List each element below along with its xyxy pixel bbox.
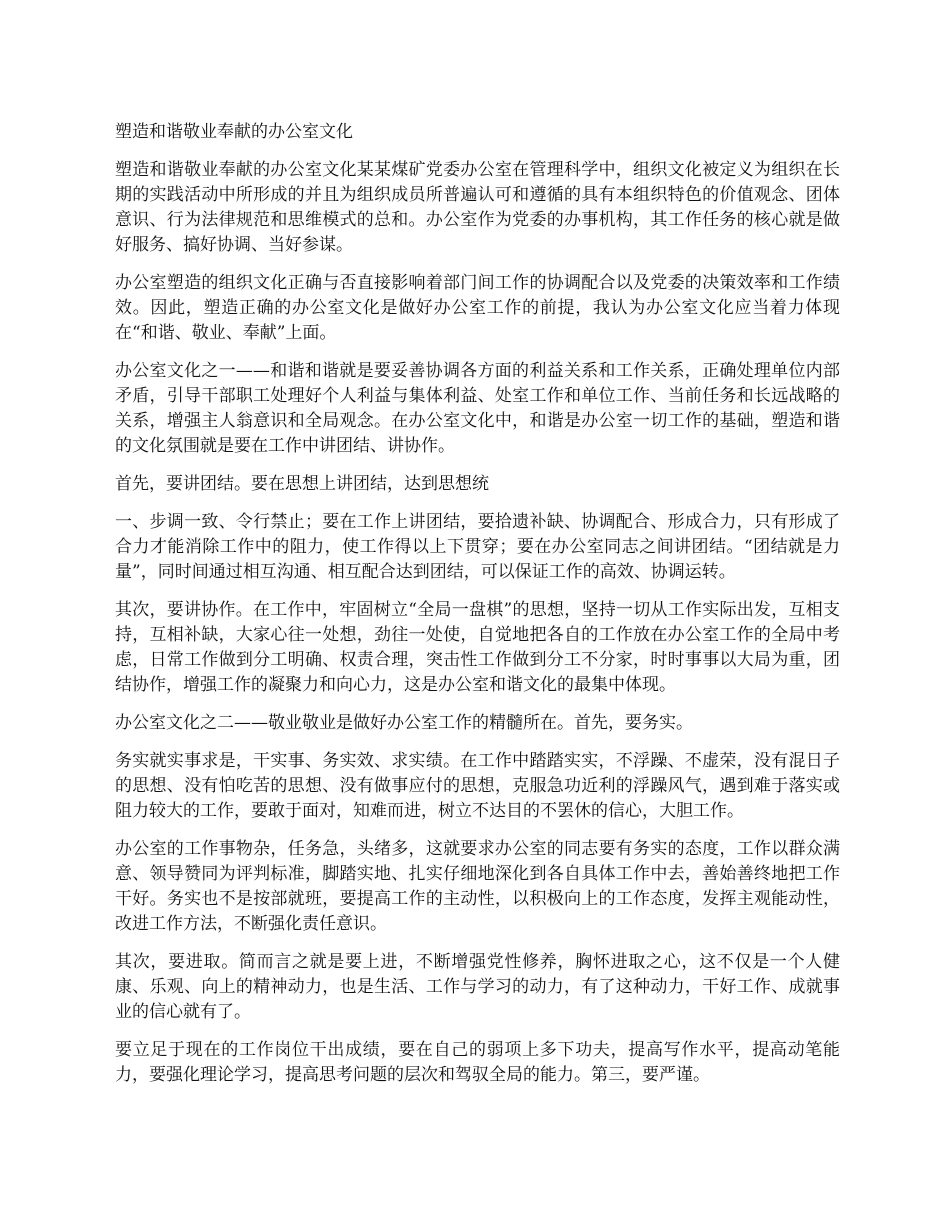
- paragraph-1: 塑造和谐敬业奉献的办公室文化某某煤矿党委办公室在管理科学中，组织文化被定义为组织在长期的实践活动中所形成的并且为组织成员所普遍认可和遵循的具有本组织特色的价值观念、团体意识、行为法律规范和思维模式的总和。办公室作为党委的办事机构，其工作任务的核心就是做好服务、搞好协调、当好参谋。: [115, 160, 840, 255]
- paragraph-4: 首先，要讲团结。要在思想上讲团结，达到思想统: [115, 474, 489, 494]
- document-title: 塑造和谐敬业奉献的办公室文化: [115, 122, 353, 142]
- paragraph-7: 办公室文化之二——敬业敬业是做好办公室工作的精髓所在。首先，要务实。: [115, 713, 693, 733]
- paragraph-9: 办公室的工作事物杂，任务急，头绪多，这就要求办公室的同志要有务实的态度，工作以群众满意、领导赞同为评判标准，脚踏实地、扎实仔细地深化到各自具体工作中去，善始善终地把工作干好。务实也不是按部就班，要提高工作的主动性，以积极向上的工作态度，发挥主观能动性，改进工作方法，不断强化责任意识。: [115, 839, 840, 934]
- paragraph-8: 务实就实事求是，干实事、务实效、求实绩。在工作中踏踏实实，不浮躁、不虚荣，没有混日子的思想、没有怕吃苦的思想、没有做事应付的思想，克服急功近利的浮躁风气，遇到难于落实或阻力较大的工作，要敢于面对，知难而进，树立不达目的不罢休的信心，大胆工作。: [115, 751, 840, 821]
- paragraph-6: 其次，要讲协作。在工作中，牢固树立“全局一盘棋”的思想，坚持一切从工作实际出发，互相支持，互相补缺，大家心往一处想，劲往一处使，自觉地把各自的工作放在办公室工作的全局中考虑，日常工作做到分工明确、权责合理，突击性工作做到分工不分家，时时事事以大局为重，团结协作，增强工作的凝聚力和向心力，这是办公室和谐文化的最集中体现。: [115, 600, 840, 695]
- paragraph-10: 其次，要进取。简而言之就是要上进，不断增强党性修养，胸怀进取之心，这不仅是一个人健康、乐观、向上的精神动力，也是生活、工作与学习的动力，有了这种动力，干好工作、成就事业的信心就有了。: [115, 952, 840, 1022]
- paragraph-3: 办公室文化之一——和谐和谐就是要妥善协调各方面的利益关系和工作关系，正确处理单位内部矛盾，引导干部职工处理好个人利益与集体利益、处室工作和单位工作、当前任务和长远战略的关系，增强主人翁意识和全局观念。在办公室文化中，和谐是办公室一切工作的基础，塑造和谐的文化氛围就是要在工作中讲团结、讲协作。: [115, 361, 840, 456]
- paragraph-5: 一、步调一致、令行禁止；要在工作上讲团结，要拾遗补缺、协调配合、形成合力，只有形成了合力才能消除工作中的阻力，使工作得以上下贯穿；要在办公室同志之间讲团结。“团结就是力量”，同时间通过相互沟通、相互配合达到团结，可以保证工作的高效、协调运转。: [115, 512, 840, 582]
- document-body: [115, 120, 840, 1101]
- paragraph-11: 要立足于现在的工作岗位干出成绩，要在自己的弱项上多下功夫，提高写作水平，提高动笔能力，要强化理论学习，提高思考问题的层次和驾驭全局的能力。第三，要严谨。: [115, 1040, 840, 1085]
- paragraph-2: 办公室塑造的组织文化正确与否直接影响着部门间工作的协调配合以及党委的决策效率和工作绩效。因此，塑造正确的办公室文化是做好办公室工作的前提，我认为办公室文化应当着力体现在“和谐、敬业、奉献”上面。: [115, 273, 840, 343]
